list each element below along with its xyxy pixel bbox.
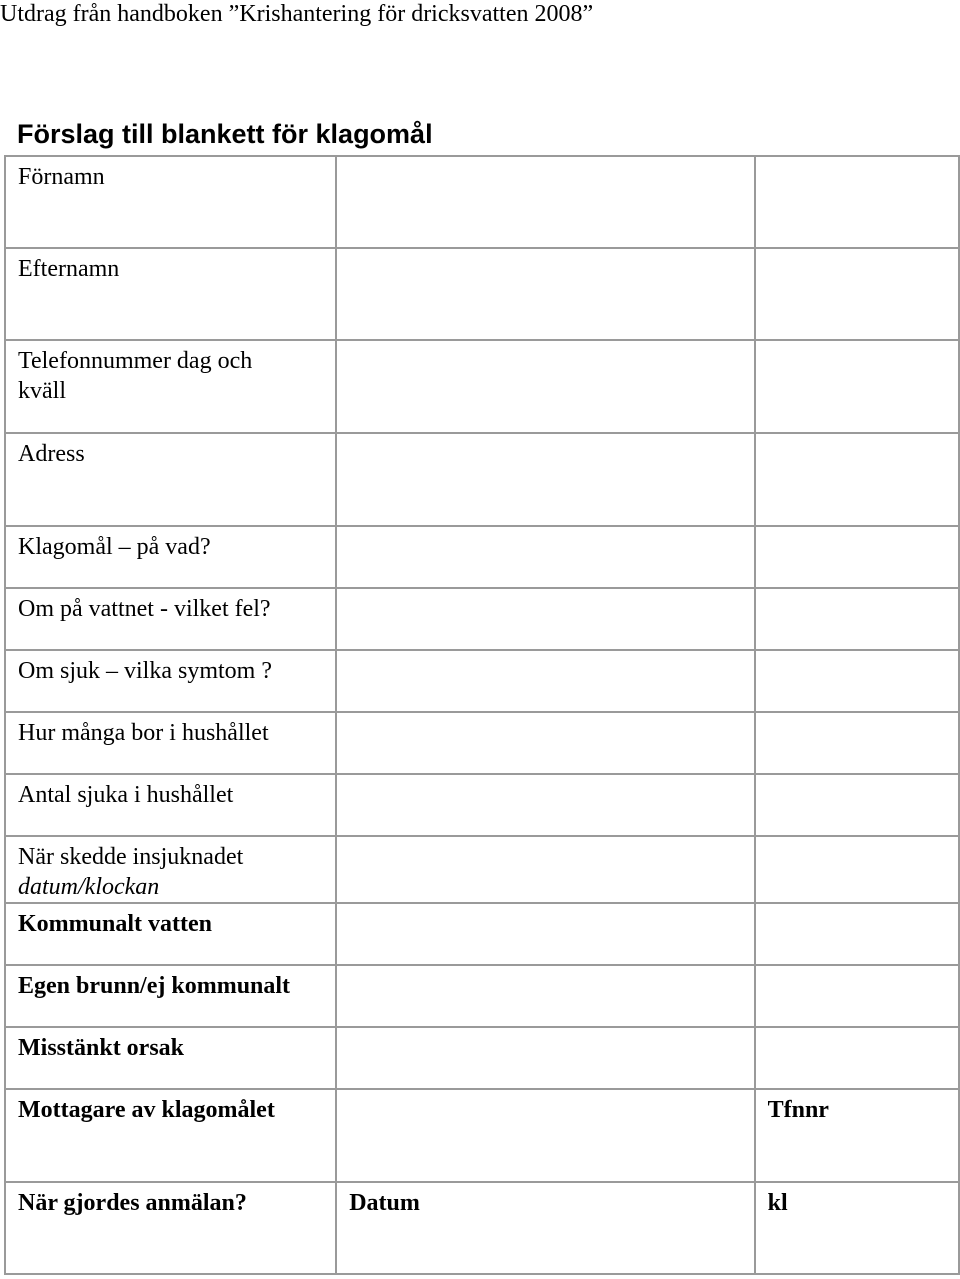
klagomal-extra-field[interactable] [755, 526, 959, 588]
table-row [5, 340, 959, 433]
telefon-field[interactable] [336, 340, 754, 433]
kl-label: kl [755, 1182, 959, 1274]
adress-field[interactable] [336, 433, 754, 526]
table-row [5, 1182, 959, 1274]
table-row [5, 588, 959, 650]
efternamn-extra-field[interactable] [755, 248, 959, 340]
om-vattnet-field[interactable] [336, 588, 754, 650]
fornamn-label: Förnamn [5, 156, 336, 248]
table-row [5, 650, 959, 712]
antal-sjuka-field[interactable] [336, 774, 754, 836]
table-row [5, 156, 959, 248]
om-sjuk-extra-field[interactable] [755, 650, 959, 712]
om-vattnet-label: Om på vattnet - vilket fel? [5, 588, 336, 650]
klagomal-field[interactable] [336, 526, 754, 588]
table-row [5, 1089, 959, 1182]
fornamn-extra-field[interactable] [755, 156, 959, 248]
telefon-label-line2: kväll [18, 378, 66, 404]
nar-gjordes-label: När gjordes anmälan? [5, 1182, 336, 1274]
hur-manga-label: Hur många bor i hushållet [5, 712, 336, 774]
telefon-label-line1: Telefonnummer dag och [18, 348, 253, 374]
table-row [5, 248, 959, 340]
table-row [5, 1027, 959, 1089]
table-row [5, 433, 959, 526]
efternamn-label: Efternamn [5, 248, 336, 340]
egen-brunn-label: Egen brunn/ej kommunalt [5, 965, 336, 1027]
nar-skedde-text: När skedde insjuknadet [18, 844, 244, 870]
form-title: Förslag till blankett för klagomål [17, 119, 433, 149]
datum-label: Datum [336, 1182, 754, 1274]
nar-skedde-field[interactable] [336, 836, 754, 903]
efternamn-field[interactable] [336, 248, 754, 340]
nar-skedde-label [5, 836, 336, 903]
table-row [5, 965, 959, 1027]
adress-label: Adress [5, 433, 336, 526]
document-header: Utdrag från handboken ”Krishantering för dricksvatten 2008” [0, 1, 594, 27]
table-row [5, 903, 959, 965]
kommunalt-field[interactable] [336, 903, 754, 965]
table-row [5, 712, 959, 774]
mottagare-field[interactable] [336, 1089, 754, 1182]
misstankt-extra-field[interactable] [755, 1027, 959, 1089]
complaint-form-table [4, 155, 960, 1275]
hur-manga-field[interactable] [336, 712, 754, 774]
fornamn-field[interactable] [336, 156, 754, 248]
egen-brunn-extra-field[interactable] [755, 965, 959, 1027]
hur-manga-extra-field[interactable] [755, 712, 959, 774]
antal-sjuka-label: Antal sjuka i hushållet [5, 774, 336, 836]
datum-klockan-hint: datum/klockan [18, 874, 160, 900]
table-row [5, 836, 959, 903]
misstankt-label: Misstänkt orsak [5, 1027, 336, 1089]
telefon-extra-field[interactable] [755, 340, 959, 433]
kommunalt-label: Kommunalt vatten [5, 903, 336, 965]
egen-brunn-field[interactable] [336, 965, 754, 1027]
tfnnr-label: Tfnnr [755, 1089, 959, 1182]
telefon-label [5, 340, 336, 433]
table-row [5, 526, 959, 588]
mottagare-label: Mottagare av klagomålet [5, 1089, 336, 1182]
adress-extra-field[interactable] [755, 433, 959, 526]
om-vattnet-extra-field[interactable] [755, 588, 959, 650]
antal-sjuka-extra-field[interactable] [755, 774, 959, 836]
om-sjuk-label: Om sjuk – vilka symtom ? [5, 650, 336, 712]
klagomal-label: Klagomål – på vad? [5, 526, 336, 588]
table-row [5, 774, 959, 836]
kommunalt-extra-field[interactable] [755, 903, 959, 965]
nar-skedde-extra-field[interactable] [755, 836, 959, 903]
misstankt-field[interactable] [336, 1027, 754, 1089]
om-sjuk-field[interactable] [336, 650, 754, 712]
